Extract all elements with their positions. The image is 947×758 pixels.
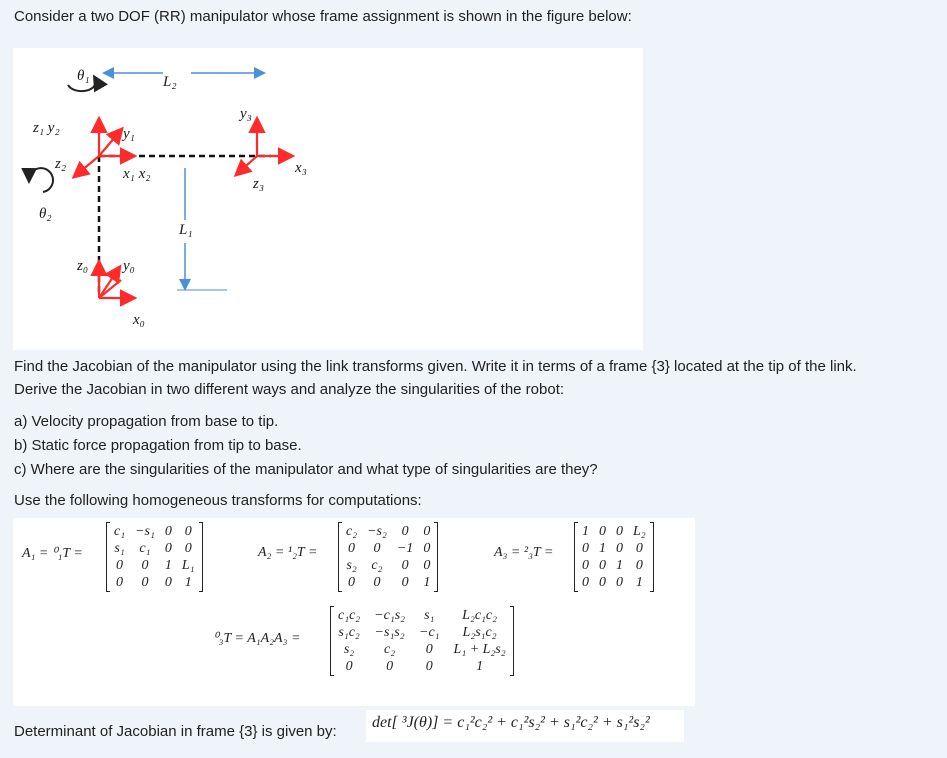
- theta1-label: θ₁: [77, 68, 90, 84]
- a3-cell: L₂: [633, 524, 646, 539]
- a2-cell: 0: [401, 558, 409, 573]
- a3-cell: 1: [599, 541, 606, 556]
- a1-cell: c₁: [139, 541, 151, 556]
- matrix-bracket-serif: [330, 675, 334, 676]
- matrix-bracket-serif: [434, 591, 438, 592]
- a3-cell: 0: [582, 575, 589, 590]
- intro-text: Consider a two DOF (RR) manipulator whose frame assignment is shown in the figure below:: [14, 8, 632, 25]
- t03-cell: L₁ + L₂s₂: [453, 642, 506, 657]
- a1-label: A₁ = ⁰₁T =: [22, 546, 83, 561]
- a2-cell: 0: [423, 558, 431, 573]
- matrix-bracket-serif: [199, 522, 203, 523]
- a3-cell: 0: [616, 541, 623, 556]
- matrix-bracket-serif: [510, 606, 514, 607]
- t03-cell: L₂c₁c₂: [462, 608, 497, 623]
- transforms-intro: Use the following homogeneous transforms for computations:: [14, 492, 422, 509]
- a1-cell: 0: [116, 558, 124, 573]
- question-b: b) Static force propagation from tip to base.: [14, 437, 302, 454]
- matrix-bracket-serif: [650, 591, 654, 592]
- a1-cell: 0: [164, 575, 172, 590]
- t03-cell: s₁c₂: [338, 625, 360, 640]
- a1-cell: −s₁: [135, 524, 155, 539]
- y1-axis-arrow: [99, 130, 121, 156]
- a1-cell: 0: [164, 541, 172, 556]
- a3-cell: 0: [616, 575, 623, 590]
- a2-cell: 0: [401, 524, 409, 539]
- y0-label: y₀: [123, 258, 135, 274]
- a1-cell: 1: [164, 558, 172, 573]
- task-line-1: Find the Jacobian of the manipulator using the link transforms given. Write it in terms of a frame {3} located at the tip of the link.: [14, 358, 857, 375]
- a1-cell: 1: [184, 575, 192, 590]
- t03-cell: 1: [476, 659, 484, 674]
- z3-label: z₃: [253, 176, 265, 192]
- a3-cell: 1: [582, 524, 589, 539]
- l2-label: L₂: [163, 74, 177, 90]
- a2-cell: −1: [396, 541, 414, 556]
- a2-cell: c₂: [346, 524, 358, 539]
- theta2-rotation-icon: [29, 168, 53, 192]
- a1-matrix: [106, 522, 203, 592]
- z2-label: z₂: [55, 156, 67, 172]
- task-line-2: Derive the Jacobian in two different ways and analyze the singularities of the robot:: [14, 381, 565, 398]
- matrix-bracket-serif: [434, 522, 438, 523]
- t03-cell: 0: [386, 659, 394, 674]
- t03-cell: s₂: [343, 642, 355, 657]
- a3-cell: 0: [616, 524, 623, 539]
- a3-cell: 0: [582, 541, 589, 556]
- matrix-bracket-serif: [574, 591, 578, 592]
- a1-cell: 0: [164, 524, 172, 539]
- question-c: c) Where are the singularities of the manipulator and what type of singularities are they?: [14, 461, 598, 478]
- a2-cell: −s₂: [367, 524, 387, 539]
- a2-cell: 0: [348, 575, 356, 590]
- t03-cell: −s₁s₂: [374, 625, 405, 640]
- t03-cell: c₂: [384, 642, 396, 657]
- a2-cell: 0: [423, 524, 431, 539]
- manipulator-figure: [13, 48, 643, 350]
- matrix-bracket-serif: [106, 591, 110, 592]
- a3-matrix: [574, 522, 654, 592]
- a1-cell: 0: [116, 575, 124, 590]
- x1x2-label: x₁ x₂: [123, 166, 151, 182]
- matrix-bracket-serif: [650, 522, 654, 523]
- t03-matrix: [330, 606, 514, 676]
- a2-cell: 0: [348, 541, 356, 556]
- a1-cell: 0: [141, 558, 149, 573]
- frame-diagram: [13, 48, 643, 350]
- t03-cell: −c₁s₂: [374, 608, 406, 623]
- x3-label: x₃: [295, 160, 307, 176]
- matrix-bracket-serif: [330, 606, 334, 607]
- a3-cell: 1: [635, 575, 643, 590]
- a1-cell: L₁: [181, 558, 195, 573]
- z2-axis-arrow: [75, 156, 99, 176]
- y1-label: y₁: [123, 126, 135, 142]
- a3-cell: 0: [635, 541, 643, 556]
- t03-cell: 0: [425, 659, 433, 674]
- z0-label: z₀: [77, 258, 89, 274]
- matrix-bracket-serif: [106, 522, 110, 523]
- theta2-label: θ₂: [39, 206, 52, 222]
- a1-cell: 0: [184, 524, 192, 539]
- a1-cell: 0: [141, 575, 149, 590]
- a2-cell: 0: [401, 575, 409, 590]
- t03-cell: 0: [345, 659, 353, 674]
- determinant-formula: det[ ³J(θ)] = c₁²c₂² + c₁²s₂² + s₁²c₂² + s₁²s₂²: [372, 714, 650, 731]
- matrix-bracket-serif: [199, 591, 203, 592]
- a2-cell: 0: [423, 541, 431, 556]
- y3-label: y₃: [240, 106, 252, 122]
- a1-cell: 0: [184, 541, 192, 556]
- a2-cell: s₂: [346, 558, 357, 573]
- a1-cell: s₁: [114, 541, 125, 556]
- l1-label: L₁: [179, 222, 193, 238]
- t03-cell: −c₁: [419, 625, 440, 640]
- z3-axis-arrow: [237, 156, 257, 174]
- a2-label: A₂ = ¹₂T =: [258, 545, 318, 560]
- determinant-label: Determinant of Jacobian in frame {3} is given by:: [14, 723, 337, 740]
- t03-cell: L₂s₁c₂: [462, 625, 497, 640]
- matrix-bracket-serif: [574, 522, 578, 523]
- a3-cell: 0: [635, 558, 643, 573]
- matrix-bracket-serif: [338, 591, 342, 592]
- x0-label: x₀: [133, 312, 145, 328]
- a2-matrix: [338, 522, 438, 592]
- a2-cell: 1: [423, 575, 431, 590]
- a3-cell: 0: [599, 524, 606, 539]
- t03-cell: c₁c₂: [338, 608, 361, 623]
- a3-label: A₃ = ²₃T =: [494, 545, 554, 560]
- a3-cell: 1: [616, 558, 623, 573]
- matrix-bracket-serif: [338, 522, 342, 523]
- a2-cell: 0: [373, 541, 381, 556]
- a3-cell: 0: [599, 558, 606, 573]
- t03-cell: s₁: [424, 608, 435, 623]
- a3-cell: 0: [582, 558, 589, 573]
- a3-cell: 0: [599, 575, 606, 590]
- z1y2-label: z₁ y₂: [33, 120, 60, 136]
- matrix-bracket-serif: [510, 675, 514, 676]
- t03-cell: 0: [425, 642, 433, 657]
- a2-cell: 0: [373, 575, 381, 590]
- question-a: a) Velocity propagation from base to tip.: [14, 413, 279, 430]
- t03-label: ⁰₃T = A₁A₂A₃ =: [213, 631, 301, 646]
- a1-cell: c₁: [114, 524, 126, 539]
- a2-cell: c₂: [371, 558, 383, 573]
